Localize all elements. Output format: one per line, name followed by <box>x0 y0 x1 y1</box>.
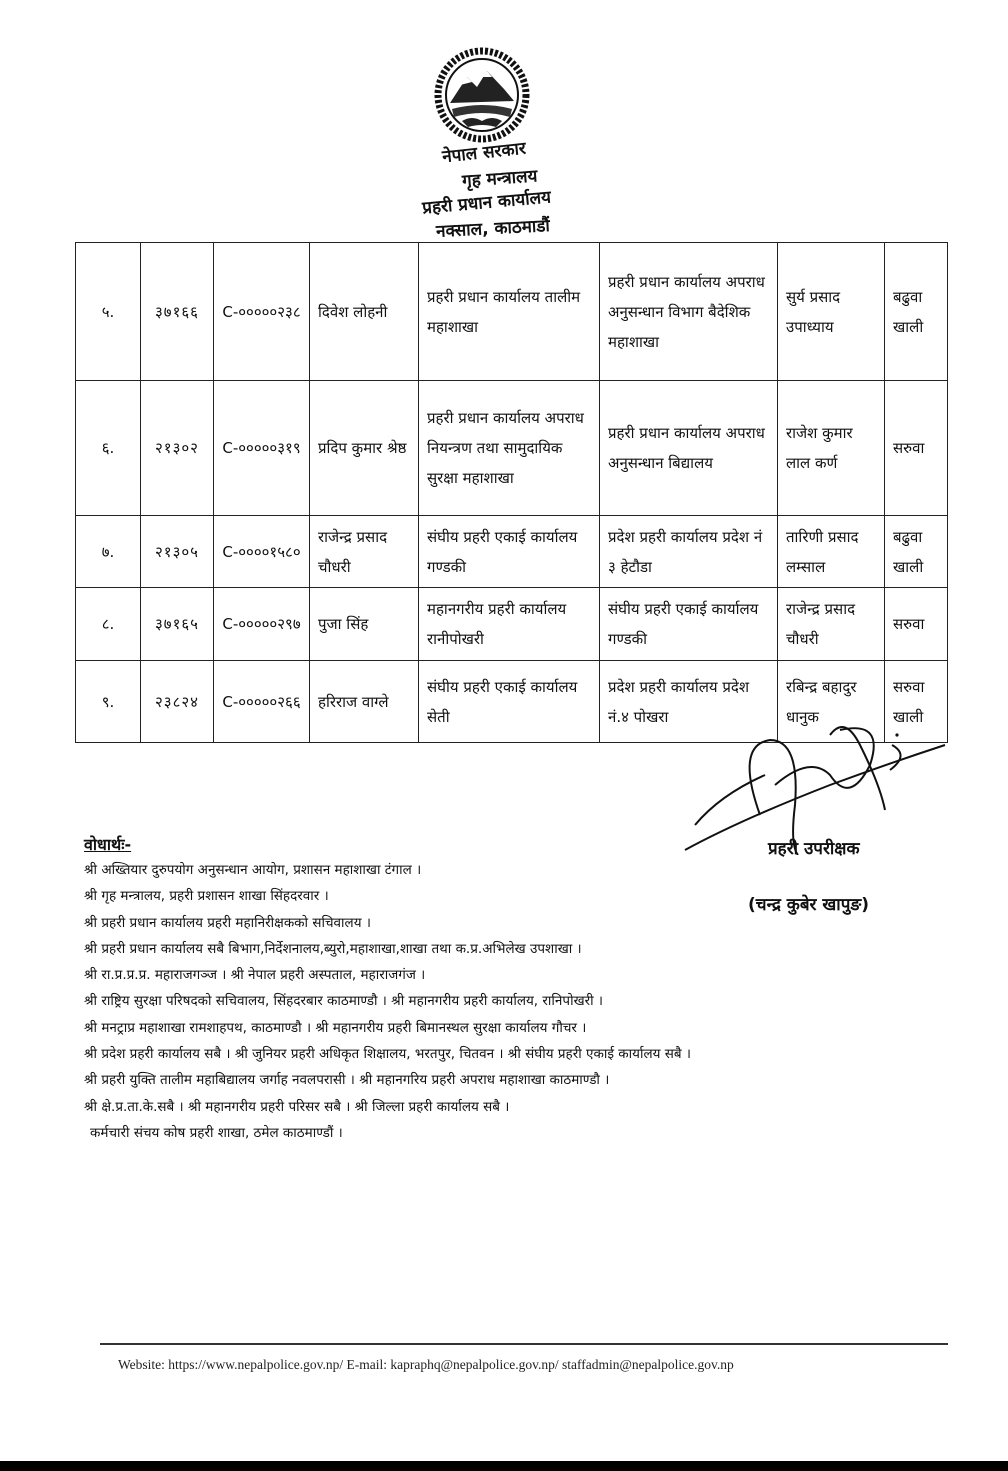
serial-cell: ८. <box>76 588 141 661</box>
name-cell: प्रदिप कुमार श्रेष्ठ <box>310 381 419 516</box>
code-cell: C-०००००२९७ <box>214 588 310 661</box>
to-office-cell: प्रदेश प्रहरी कार्यालय प्रदेश नं.४ पोखरा <box>600 661 778 743</box>
code-cell: C-००००१५८० <box>214 516 310 588</box>
name-cell: दिवेश लोहनी <box>310 243 419 381</box>
cc-item: कर्मचारी संचय कोष प्रहरी शाखा, ठमेल काठमाण्डौं । <box>90 1124 343 1141</box>
to-office-cell: प्रहरी प्रधान कार्यालय अपराध अनुसन्धान बिद्यालय <box>600 381 778 516</box>
signatory-designation: प्रहरी उपरीक्षक <box>768 839 860 859</box>
number-cell: ३७१६६ <box>141 243 214 381</box>
code-cell: C-०००००३१९ <box>214 381 310 516</box>
replacement-cell: सुर्य प्रसाद उपाध्याय <box>778 243 885 381</box>
table-row <box>76 588 948 661</box>
code-cell: C-०००००२६६ <box>214 661 310 743</box>
replacement-cell: रबिन्द्र बहादुर धानुक <box>778 661 885 743</box>
code-cell: C-०००००२३८ <box>214 243 310 381</box>
serial-cell: ७. <box>76 516 141 588</box>
footer-contact: Website: https://www.nepalpolice.gov.np/ E-mail: kapraphq@nepalpolice.gov.np/ staffadmin@nepalpolice.gov.np <box>118 1357 734 1372</box>
remark-cell: सरुवा खाली <box>885 661 948 743</box>
cc-item: श्री रा.प्र.प्र.प्र. महाराजगञ्ज । श्री नेपाल प्रहरी अस्पताल, महाराजगंज । <box>84 967 426 984</box>
serial-cell: ६. <box>76 381 141 516</box>
cc-item: श्री प्रहरी प्रधान कार्यालय सबै बिभाग,निर्देशनालय,ब्युरो,महाशाखा,शाखा तथा क.प्र.अभिलेख उपशाखा । <box>84 940 582 957</box>
signatory-name: (चन्द्र कुबेर खापुङ) <box>748 895 869 915</box>
from-office-cell: महानगरीय प्रहरी कार्यालय रानीपोखरी <box>419 588 600 661</box>
number-cell: ३७१६५ <box>141 588 214 661</box>
name-cell: राजेन्द्र प्रसाद चौधरी <box>310 516 419 588</box>
to-office-cell: संघीय प्रहरी एकाई कार्यालय गण्डकी <box>600 588 778 661</box>
cc-list <box>84 833 691 1146</box>
from-office-cell: प्रहरी प्रधान कार्यालय अपराध नियन्त्रण तथा सामुदायिक सुरक्षा महाशाखा <box>419 381 600 516</box>
to-office-cell: प्रहरी प्रधान कार्यालय अपराध अनुसन्धान विभाग बैदेशिक महाशाखा <box>600 243 778 381</box>
number-cell: २१३०२ <box>141 381 214 516</box>
letterhead-address: नक्साल, काठमाडौं <box>435 216 551 242</box>
table-row <box>76 243 948 381</box>
cc-item: श्री क्षे.प्र.ता.के.सबै । श्री महानगरीय प्रहरी परिसर सबै । श्री जिल्ला प्रहरी कार्यालय सबै । <box>84 1098 510 1115</box>
cc-item: श्री मनट्राप्र महाशाखा रामशाहपथ, काठमाण्डौ । श्री महानगरीय प्रहरी बिमानस्थल सुरक्षा कार्यालय गौचर । <box>84 1019 587 1036</box>
letterhead <box>410 40 580 240</box>
cc-item: श्री अख्तियार दुरुपयोग अनुसन्धान आयोग, प्रशासन महाशाखा टंगाल । <box>84 862 422 878</box>
cc-item: श्री प्रदेश प्रहरी कार्यालय सबै । श्री जुनियर प्रहरी अधिकृत शिक्षालय, भरतपुर, चितवन । श्री संघीय प्रहरी एकाई कार्यालय सबै । <box>84 1046 691 1063</box>
remark-cell: बढुवा खाली <box>885 516 948 588</box>
remark-cell: सरुवा <box>885 381 948 516</box>
to-office-cell: प्रदेश प्रहरी कार्यालय प्रदेश नं ३ हेटौडा <box>600 516 778 588</box>
cc-item: श्री प्रहरी प्रधान कार्यालय प्रहरी महानिरीक्षकको सचिवालय । <box>84 914 371 931</box>
number-cell: २१३०५ <box>141 516 214 588</box>
footer-divider <box>100 1343 948 1345</box>
remark-cell: सरुवा <box>885 588 948 661</box>
serial-cell: ५. <box>76 243 141 381</box>
remark-cell: बढुवा खाली <box>885 243 948 381</box>
from-office-cell: प्रहरी प्रधान कार्यालय तालीम महाशाखा <box>419 243 600 381</box>
table-row <box>76 381 948 516</box>
replacement-cell: तारिणी प्रसाद लम्साल <box>778 516 885 588</box>
table-row <box>76 516 948 588</box>
nepal-government-emblem-icon <box>432 45 532 145</box>
serial-cell: ९. <box>76 661 141 743</box>
replacement-cell: राजेश कुमार लाल कर्ण <box>778 381 885 516</box>
name-cell: पुजा सिंह <box>310 588 419 661</box>
name-cell: हरिराज वाग्ले <box>310 661 419 743</box>
from-office-cell: संघीय प्रहरी एकाई कार्यालय गण्डकी <box>419 516 600 588</box>
cc-item: श्री राष्ट्रिय सुरक्षा परिषदको सचिवालय, सिंहदरबार काठमाण्डौ । श्री महानगरीय प्रहरी कार्यालय, रानिपोखरी । <box>84 993 604 1010</box>
letterhead-government: नेपाल सरकार <box>441 138 527 168</box>
replacement-cell: राजेन्द्र प्रसाद चौधरी <box>778 588 885 661</box>
from-office-cell: संघीय प्रहरी एकाई कार्यालय सेती <box>419 661 600 743</box>
letterhead-office: प्रहरी प्रधान कार्यालय <box>421 187 552 219</box>
transfer-table <box>75 242 948 743</box>
letterhead-ministry: गृह मन्त्रालय <box>461 166 539 192</box>
scan-edge <box>0 1461 1008 1471</box>
number-cell: २३८२४ <box>141 661 214 743</box>
cc-item: श्री प्रहरी युक्ति तालीम महाबिद्यालय जर्गाह नवलपरासी । श्री महानगरिय प्रहरी अपराध महाशाखा काठमाण्डौ । <box>84 1072 610 1089</box>
cc-item: श्री गृह मन्त्रालय, प्रहरी प्रशासन शाखा सिंहदरवार । <box>84 888 329 905</box>
cc-heading: वोधार्थः- <box>84 835 132 854</box>
